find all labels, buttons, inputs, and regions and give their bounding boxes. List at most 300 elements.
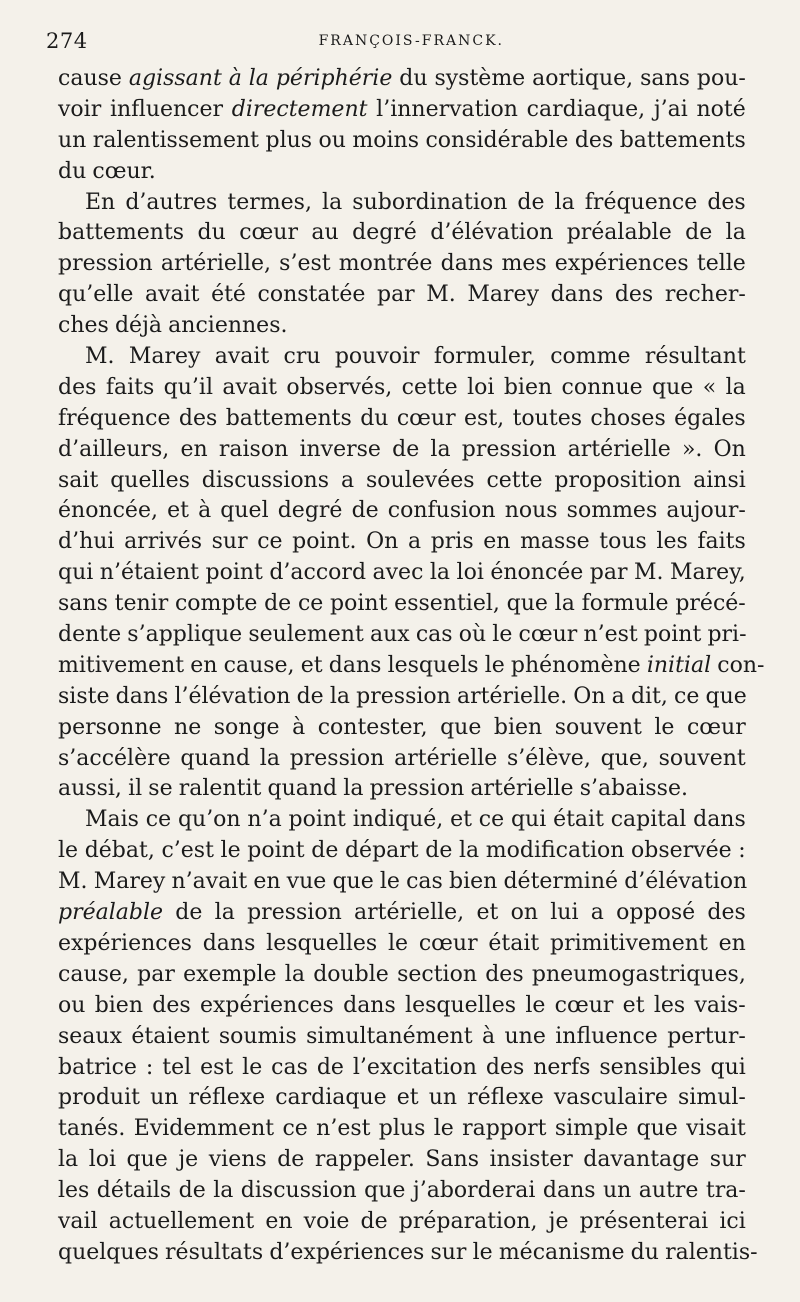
word: tous (599, 529, 647, 555)
word: avait (214, 344, 270, 370)
italic-word: préalable (58, 900, 164, 926)
word: et (300, 652, 323, 678)
word: étaient (131, 1023, 210, 1049)
word: en (265, 1208, 293, 1234)
word: contester, (317, 714, 428, 740)
word: en (483, 529, 511, 555)
word: tra- (705, 1178, 746, 1204)
word: nerfs (533, 1054, 591, 1080)
text-line (58, 1238, 758, 1269)
word: du (399, 66, 428, 91)
word: dans (343, 992, 396, 1018)
word: et (167, 498, 189, 524)
word: que (705, 683, 747, 709)
word: Evidemment (133, 1116, 275, 1142)
word: la (554, 189, 575, 215)
word: le (387, 930, 409, 956)
word: j’aborderai (412, 1178, 536, 1204)
text-line (58, 126, 752, 157)
word: battements (225, 405, 352, 431)
word: vasculaire (553, 1085, 668, 1111)
word: que (636, 1116, 678, 1142)
word: ce (282, 1116, 308, 1142)
text-line (58, 311, 752, 342)
word: une (504, 1023, 546, 1049)
word: pression (356, 683, 451, 709)
text-line (58, 1083, 752, 1114)
word: et (396, 1085, 419, 1111)
word: nous (504, 498, 558, 524)
word: c’est (161, 838, 214, 864)
word: que (126, 1147, 168, 1173)
word: le (58, 838, 79, 864)
word: que (652, 374, 694, 400)
word: quand (267, 776, 338, 802)
word: qui (58, 560, 94, 586)
word: cas (271, 1054, 308, 1080)
word: dans (542, 1178, 596, 1204)
word: des (574, 127, 614, 153)
word: cœur (554, 992, 614, 1018)
word: artérielle, (160, 251, 271, 277)
running-head: FRANÇOIS-FRANCK. (318, 33, 504, 49)
word: M. (58, 869, 88, 895)
word: On (713, 436, 746, 462)
word: d’élévation (430, 220, 554, 246)
text-line (58, 435, 752, 466)
word: la (329, 683, 350, 709)
word: « (702, 374, 717, 400)
word: l’élévation (174, 683, 291, 709)
text-line (58, 836, 752, 867)
word: préalable (566, 220, 672, 246)
word: un (58, 127, 87, 153)
word: débat, (84, 838, 155, 864)
word: formuler, (433, 344, 536, 370)
word: de (277, 1147, 305, 1173)
word: simultanément (306, 1023, 473, 1049)
word: dit, (630, 683, 668, 709)
word: On (366, 529, 399, 555)
word: discussion (240, 1178, 357, 1204)
word: tanés. (58, 1116, 126, 1142)
word: sensibles (599, 1054, 702, 1080)
word: avec (372, 560, 424, 586)
word: en (180, 436, 208, 462)
text-line (58, 280, 752, 311)
word: pris (430, 529, 474, 555)
word: détails (96, 1178, 172, 1204)
word: battements (58, 220, 185, 246)
text-line (58, 1176, 752, 1207)
word: à (198, 498, 212, 524)
text-line (58, 991, 752, 1022)
word: cette (486, 467, 543, 493)
word: autre (638, 1178, 699, 1204)
word: discussions (201, 467, 330, 493)
word: battements (619, 127, 746, 153)
word: ». (681, 436, 703, 462)
word: vue (286, 869, 327, 895)
word: déterminé (503, 869, 619, 895)
word: voir (58, 96, 102, 122)
word: je (178, 1147, 199, 1173)
word: comme (550, 344, 631, 370)
word: cause (58, 66, 122, 91)
word: départ (344, 838, 419, 864)
word: artérielle (567, 436, 671, 462)
word: dans (115, 683, 169, 709)
word: que (506, 591, 548, 617)
word: réflexe (467, 1085, 544, 1111)
italic-word: la (248, 66, 269, 91)
word: aortique, (532, 66, 634, 91)
text-line (58, 620, 752, 651)
word: dans (202, 930, 256, 956)
word: la (343, 776, 364, 802)
word: bien (493, 714, 543, 740)
word: qui (510, 807, 547, 833)
word: double (313, 961, 389, 987)
word: mes (501, 251, 547, 277)
text-line (58, 682, 752, 713)
word: résultant (644, 344, 746, 370)
word: bien (449, 869, 498, 895)
word: inverse (299, 436, 381, 462)
word: que (332, 869, 374, 895)
word: connue (561, 374, 643, 400)
word: rappeler. (314, 1147, 415, 1173)
word: quelques (58, 1239, 159, 1265)
text-line (58, 589, 752, 620)
word: était (553, 807, 604, 833)
word: qu’on (177, 807, 241, 833)
word: de (425, 838, 453, 864)
word: la (554, 591, 575, 617)
text-line (58, 867, 752, 898)
word: la (259, 745, 280, 771)
word: ce (257, 529, 283, 555)
text-line (58, 373, 752, 404)
word: l’innervation (376, 96, 518, 122)
word: énoncée, (58, 498, 158, 524)
word: des (707, 189, 746, 215)
word: vail (58, 1208, 98, 1234)
word: capital (610, 807, 687, 833)
word: la (725, 374, 746, 400)
word: dans (693, 807, 746, 833)
word: visait (686, 1116, 746, 1142)
word: et (450, 807, 472, 833)
word: des (707, 900, 746, 926)
word: insister (489, 1147, 573, 1173)
word: arrivés (124, 529, 202, 555)
word: : (738, 838, 746, 864)
word: observés, (286, 374, 393, 400)
italic-word: initial (646, 652, 712, 678)
word: s’abaisse. (579, 776, 688, 802)
word: des (614, 282, 654, 308)
word: d’élévation (624, 869, 748, 895)
word: des (485, 1054, 525, 1080)
text-line (58, 64, 752, 95)
word: expériences (199, 992, 334, 1018)
word: con- (717, 652, 765, 678)
word: subordination (352, 189, 508, 215)
word: soulevées (366, 467, 475, 493)
word: d’hui (58, 529, 115, 555)
word: d’expériences (269, 1239, 425, 1265)
word: souvent (554, 714, 642, 740)
word: point (205, 560, 263, 586)
word: confusion (387, 498, 496, 524)
word: cœur (396, 405, 456, 431)
word: n’a (247, 807, 282, 833)
word: sans (640, 66, 690, 91)
word: aux (369, 622, 410, 648)
word: de (296, 683, 324, 709)
word: pri- (707, 622, 747, 648)
word: au (311, 220, 339, 246)
word: d’autres (125, 189, 218, 215)
word: sur (430, 1239, 467, 1265)
word: point (247, 838, 305, 864)
text-line (58, 774, 752, 805)
word: On (573, 683, 606, 709)
word: faits (105, 374, 155, 400)
word: s’élève, (507, 745, 591, 771)
word: pression (289, 745, 385, 771)
word: pou- (696, 66, 746, 91)
word: aussi, (58, 776, 122, 802)
word: où (458, 622, 487, 648)
word: d’ailleurs, (58, 436, 170, 462)
word: ralentissement (92, 127, 260, 153)
word: ce (297, 591, 324, 617)
word: que (440, 714, 482, 740)
word: égales (674, 405, 746, 431)
word: cru (283, 344, 321, 370)
word: loi (88, 1147, 117, 1173)
word: s’applique (127, 622, 243, 648)
word: simple (554, 1116, 629, 1142)
word: en (253, 869, 281, 895)
word: quelles (110, 467, 190, 493)
word: a (590, 900, 604, 926)
word: je (548, 1208, 569, 1234)
word: indiqué, (352, 807, 444, 833)
word: le (433, 1116, 454, 1142)
word: des (178, 405, 218, 431)
word: noté (696, 96, 746, 122)
word: par (589, 560, 628, 586)
word: la (725, 220, 746, 246)
word: observée (631, 838, 732, 864)
word: rapport (462, 1116, 547, 1142)
word: ralentis- (665, 1239, 758, 1265)
word: point (288, 807, 346, 833)
text-line (58, 805, 752, 836)
word: les (656, 529, 688, 555)
word: fréquence (584, 189, 698, 215)
word: plus (378, 1116, 426, 1142)
word: songe (213, 714, 280, 740)
word: on (510, 900, 538, 926)
word: loi (456, 560, 484, 586)
word: les (653, 992, 686, 1018)
word: que (364, 1178, 406, 1204)
word: moins (352, 127, 419, 153)
word: expériences (554, 251, 689, 277)
word: quel (220, 498, 269, 524)
word: pertur- (667, 1023, 746, 1049)
text-line (58, 1114, 752, 1145)
word: le (654, 714, 675, 740)
word: degré (277, 498, 343, 524)
word: a (407, 529, 422, 555)
word: des (58, 374, 97, 400)
word: raison (218, 436, 289, 462)
word: ce (145, 807, 172, 833)
word: par (137, 961, 175, 987)
word: système (434, 66, 526, 91)
word: point. (292, 529, 357, 555)
word: cœur (686, 714, 746, 740)
text-line (58, 1145, 752, 1176)
word: de (311, 838, 339, 864)
word: tel (162, 1054, 192, 1080)
word: personne (58, 714, 162, 740)
word: cœur (518, 622, 578, 648)
word: artérielle. (456, 683, 568, 709)
word: un (428, 1085, 458, 1111)
word: présenterai (579, 1208, 709, 1234)
word: un (150, 1085, 179, 1111)
word: à (292, 714, 306, 740)
word: de (685, 220, 713, 246)
word: plus (265, 127, 313, 153)
word: actuellement (108, 1208, 255, 1234)
word: point (643, 622, 702, 648)
word: aujour- (666, 498, 746, 524)
word: constatée (257, 282, 366, 308)
word: artérielle (394, 745, 498, 771)
word: telle (696, 251, 746, 277)
text-line (58, 218, 752, 249)
word: davantage (583, 1147, 700, 1173)
word: des (152, 992, 191, 1018)
text-line (58, 1053, 752, 1084)
page-header (46, 26, 754, 56)
word: artérielle (470, 776, 574, 802)
word: phénomène (510, 652, 641, 678)
word: lui (550, 900, 579, 926)
word: n’avait (171, 869, 248, 895)
word: point (330, 591, 388, 617)
word: la (58, 1147, 79, 1173)
word: de (392, 436, 420, 462)
word: préparation, (398, 1208, 538, 1234)
body-text (58, 64, 765, 1269)
word: proposition (554, 467, 682, 493)
word: quand (180, 745, 251, 771)
word: modification (485, 838, 625, 864)
word: Marey (93, 869, 166, 895)
word: souvent (658, 745, 746, 771)
word: pression (247, 900, 342, 926)
word: voie (303, 1208, 350, 1234)
word: expériences (58, 930, 192, 956)
word: bien (503, 374, 553, 400)
word: batrice (58, 1054, 137, 1080)
word: M. (426, 282, 456, 308)
text-line (58, 527, 752, 558)
word: cœur (239, 220, 298, 246)
word: le (379, 869, 400, 895)
word: cas (406, 869, 443, 895)
word: de (517, 189, 545, 215)
word: le (220, 838, 241, 864)
word: que, (600, 745, 649, 771)
word: n’étaient (99, 560, 199, 586)
word: du (360, 405, 389, 431)
word: été (211, 282, 246, 308)
word: de (316, 1054, 344, 1080)
word: de (351, 498, 379, 524)
word: Sans (425, 1147, 480, 1173)
word: lesquelles (405, 992, 517, 1018)
text-line (58, 496, 752, 527)
word: n’est (583, 622, 638, 648)
word: siste (58, 683, 110, 709)
word: cette (401, 374, 458, 400)
word: Mais (85, 807, 139, 833)
italic-word: à (228, 66, 242, 91)
text-line (58, 960, 752, 991)
word: : (145, 1054, 154, 1080)
word: ou (318, 127, 346, 153)
word: formule (581, 591, 669, 617)
word: choses (590, 405, 666, 431)
word: et (622, 992, 645, 1018)
word: M. (85, 344, 115, 370)
word: bien (94, 992, 143, 1018)
word: la (322, 189, 343, 215)
word: du (630, 1239, 659, 1265)
word: produit (58, 1085, 140, 1111)
word: le (525, 992, 546, 1018)
word: vais- (694, 992, 746, 1018)
word: la (430, 436, 451, 462)
word: lesquels (387, 652, 479, 678)
word: pneumogastriques, (531, 961, 746, 987)
word: ralentit (178, 776, 262, 802)
word: montrée (338, 251, 433, 277)
word: le (242, 1054, 263, 1080)
word: sommes (566, 498, 658, 524)
text-line (58, 466, 752, 497)
word: de (360, 1208, 388, 1234)
word: énoncée (490, 560, 584, 586)
word: déjà (114, 313, 163, 339)
text-line (58, 404, 752, 435)
word: ches (58, 313, 109, 339)
text-line (58, 929, 752, 960)
word: artérielle, (354, 900, 465, 926)
word: seaux (58, 1023, 123, 1049)
word: a (611, 683, 625, 709)
word: cœur. (92, 158, 156, 184)
